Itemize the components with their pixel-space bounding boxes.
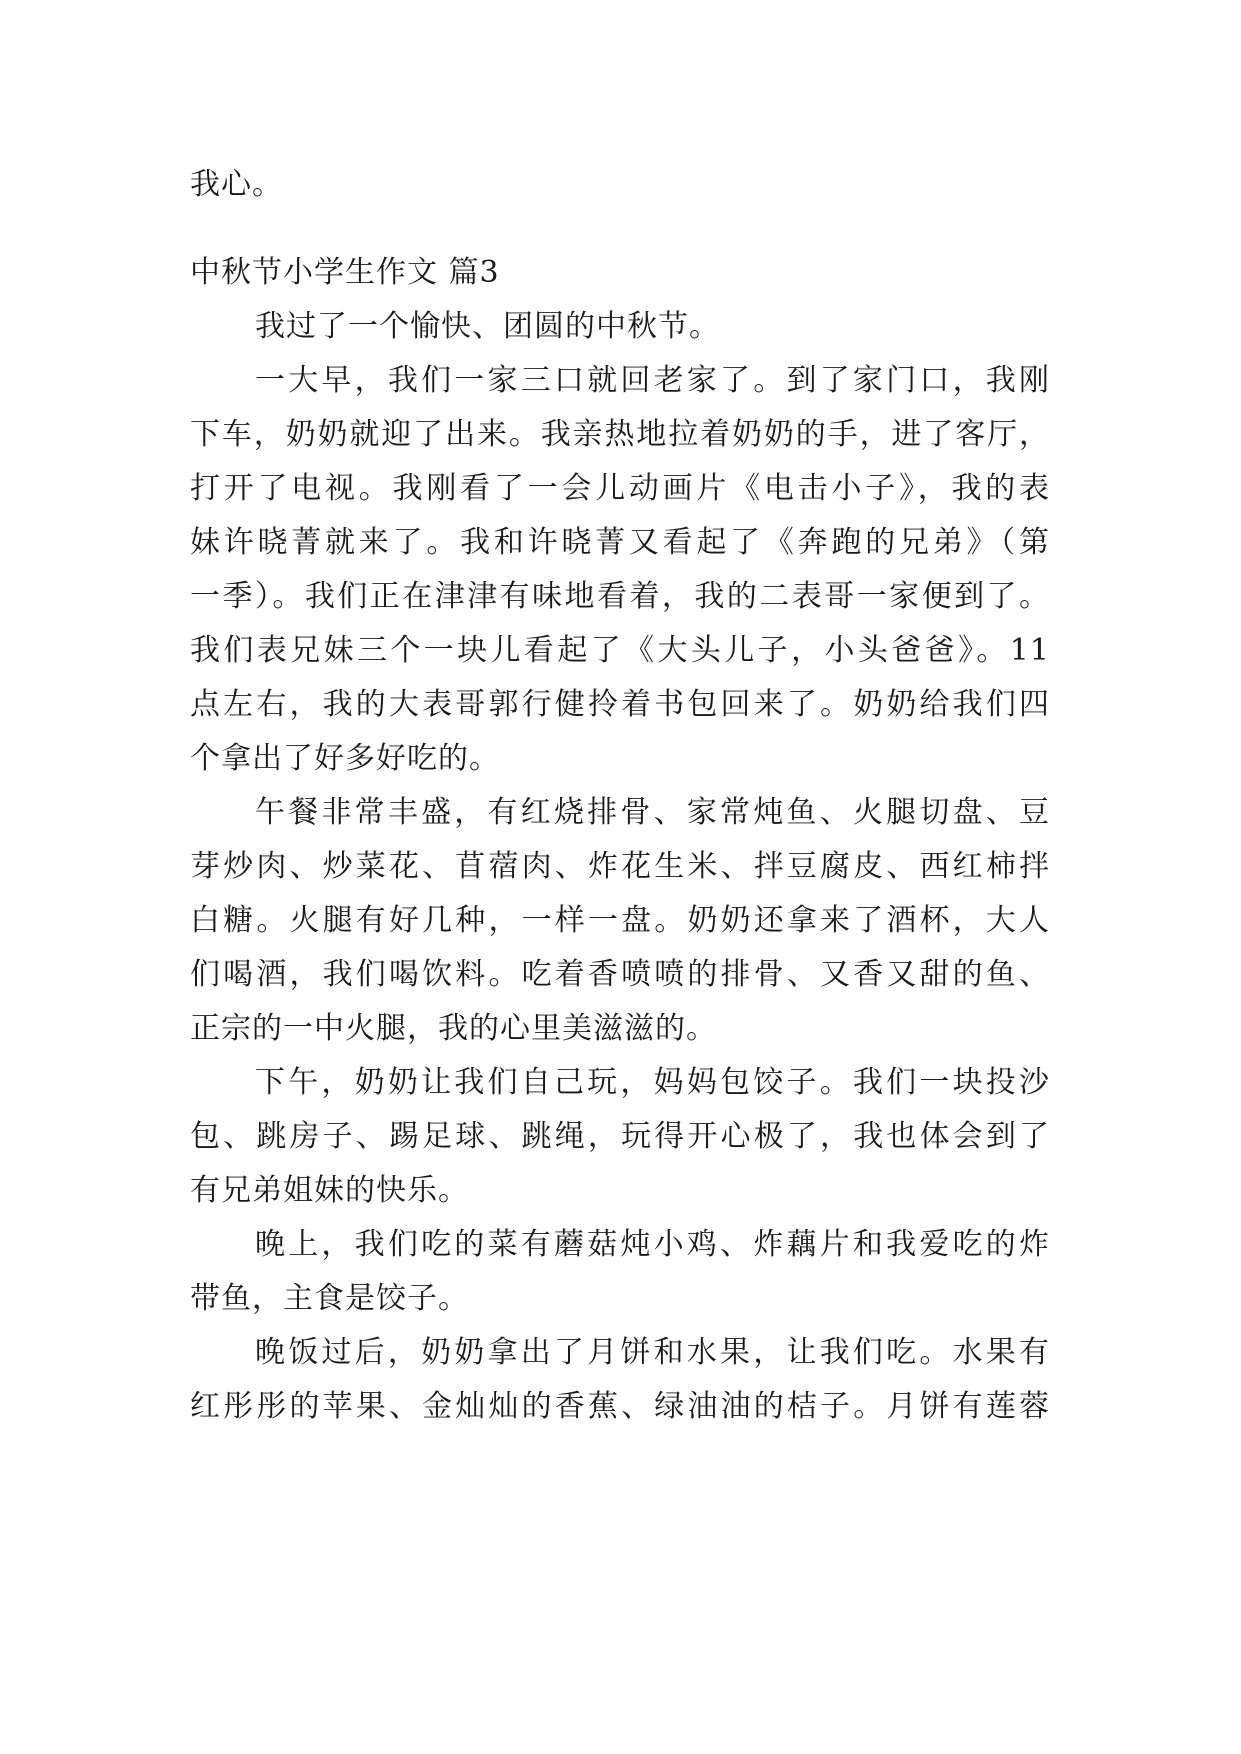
paragraph-line: 包、跳房子、踢足球、跳绳，玩得开心极了，我也体会到了 [190,1119,1050,1154]
paragraph-line: 午餐非常丰盛，有红烧排骨、家常炖鱼、火腿切盘、豆 [255,795,1050,830]
section-title: 中秋节小学生作文 篇3 [190,255,500,290]
paragraph-line: 打开了电视。我刚看了一会儿动画片《电击小子》，我的表 [190,471,1050,506]
paragraph-line: 晚饭过后，奶奶拿出了月饼和水果，让我们吃。水果有 [255,1335,1050,1370]
paragraph-line: 下午，奶奶让我们自己玩，妈妈包饺子。我们一块投沙 [255,1065,1050,1100]
paragraph-line: 我们表兄妹三个一块儿看起了《大头儿子，小头爸爸》。11 [190,633,1050,668]
paragraph-line: 红彤彤的苹果、金灿灿的香蕉、绿油油的桔子。月饼有莲蓉 [190,1389,1050,1424]
paragraph-line: 带鱼，主食是饺子。 [190,1281,469,1316]
paragraph-line: 正宗的一中火腿，我的心里美滋滋的。 [190,1011,717,1046]
paragraph-line: 我过了一个愉快、团圆的中秋节。 [255,309,720,344]
paragraph-line: 个拿出了好多好吃的。 [190,741,500,776]
paragraph-line: 们喝酒，我们喝饮料。吃着香喷喷的排骨、又香又甜的鱼、 [190,957,1050,992]
paragraph-line: 芽炒肉、炒菜花、苜蓿肉、炸花生米、拌豆腐皮、西红柿拌 [190,849,1050,884]
paragraph-line: 妹许晓菁就来了。我和许晓菁又看起了《奔跑的兄弟》（第 [190,525,1050,560]
paragraph-line: 晚上，我们吃的菜有蘑菇炖小鸡、炸藕片和我爱吃的炸 [255,1227,1050,1262]
paragraph-line: 下车，奶奶就迎了出来。我亲热地拉着奶奶的手，进了客厅， [190,417,1050,452]
paragraph-line: 一季）。我们正在津津有味地看着，我的二表哥一家便到了。 [190,579,1050,614]
paragraph-line: 有兄弟姐妹的快乐。 [190,1173,469,1208]
top-fragment: 我心。 [190,167,283,202]
paragraph-line: 白糖。火腿有好几种，一样一盘。奶奶还拿来了酒杯，大人 [190,903,1050,938]
paragraph-line: 一大早，我们一家三口就回老家了。到了家门口，我刚 [255,363,1050,398]
paragraph-line: 点左右，我的大表哥郭行健拎着书包回来了。奶奶给我们四 [190,687,1050,722]
